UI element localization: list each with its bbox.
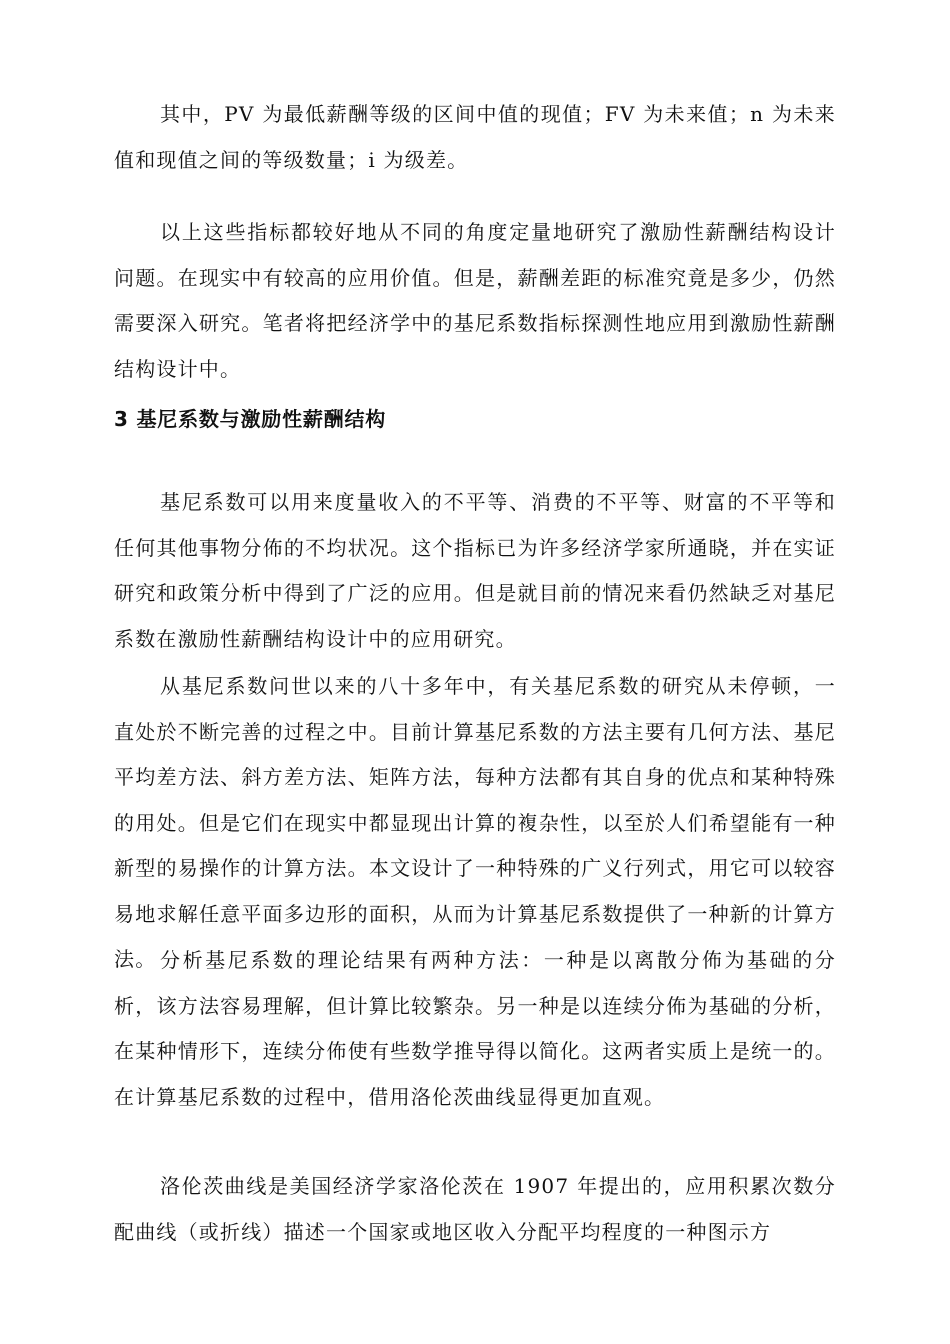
paragraph-variable-definitions: 其中，PV 为最低薪酬等级的区间中值的现值；FV 为未来值；n 为未来值和现值之间的等级数量；i 为级差。 (114, 102, 836, 172)
paragraph-gini-intro: 基尼系数可以用来度量收入的不平等、消费的不平等、财富的不平等和任何其他事物分佈的不均状况。这个指标已为许多经济学家所通晓，并在实证研究和政策分析中得到了广泛的应用。但是就目前的情况来看仍然缺乏对基尼系数在激励性薪酬结构设计中的应用研究。 (114, 490, 836, 651)
section-heading: 3 基尼系数与激励性薪酬结构 (114, 407, 387, 431)
paragraph-gini-analysis: 分析基尼系数的理论结果有两种方法：一种是以离散分佈为基础的分析，该方法容易理解，但计算比较繁杂。另一种是以连续分佈为基础的分析，在某种情形下，连续分佈使有些数学推导得以简化。这两者实质上是统一的。在计算基尼系数的过程中，借用洛伦茨曲线显得更加直观。 (114, 948, 836, 1109)
paragraph-gini-methods: 从基尼系数问世以来的八十多年中，有关基尼系数的研究从未停顿，一直处於不断完善的过程之中。目前计算基尼系数的方法主要有几何方法、基尼平均差方法、斜方差方法、矩阵方法，每种方法都有其自身的优点和某种特殊的用处。但是它们在现实中都显现出计算的複杂性，以至於人们希望能有一种新型的易操作的计算方法。本文设计了一种特殊的广义行列式，用它可以较容易地求解任意平面多边形的面积，从而为计算基尼系数提供了一种新的计算方法。 (114, 674, 836, 971)
paragraph-indicator-summary: 以上这些指标都较好地从不同的角度定量地研究了激励性薪酬结构设计问题。在现实中有较高的应用价值。但是，薪酬差距的标准究竟是多少，仍然需要深入研究。笔者将把经济学中的基尼系数指标探测性地应用到激励性薪酬结构设计中。 (114, 220, 836, 381)
paragraph-lorenz-curve: 洛伦茨曲线是美国经济学家洛伦茨在 1907 年提出的，应用积累次数分配曲线（或折线）描述一个国家或地区收入分配平均程度的一种图示方 (114, 1174, 836, 1244)
